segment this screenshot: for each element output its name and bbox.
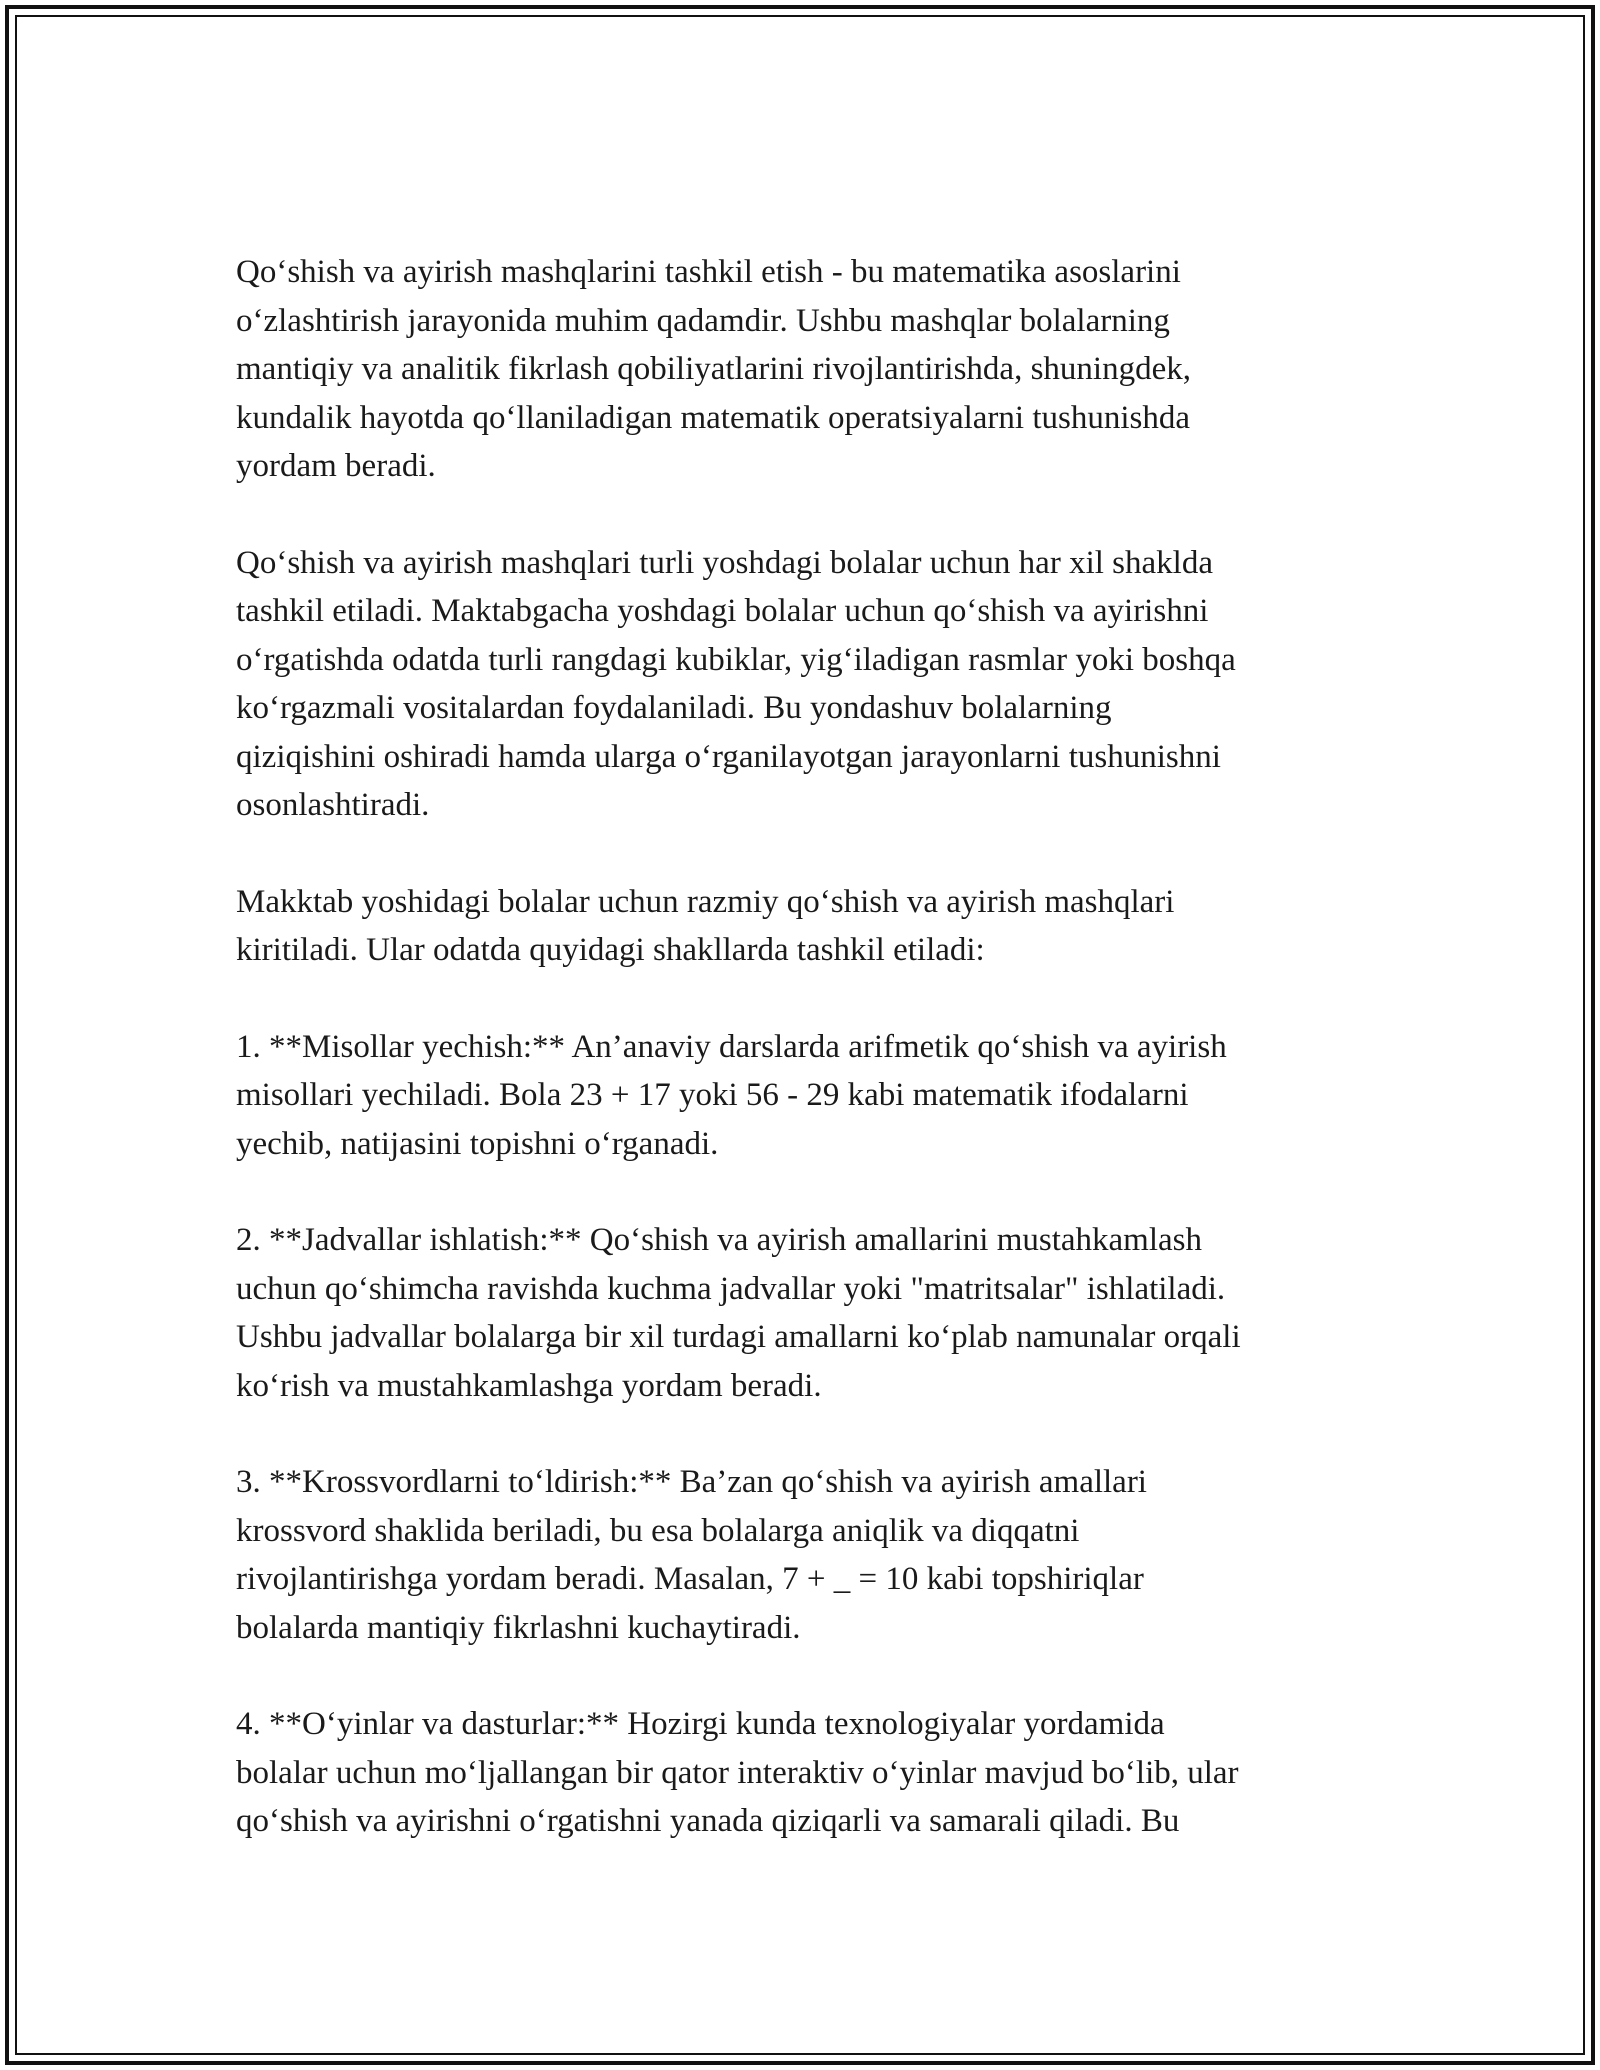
list-item-examples: 1. **Misollar yechish:** An’anaviy darslarda arifmetik qo‘shish va ayirish misollari yechiladi. Bola 23 + 17 yoki 56 - 29 kabi matematik ifodalarni yechib, natijasini topishni o‘rganadi.	[236, 1028, 1227, 1162]
list-item-tables: 2. **Jadvallar ishlatish:** Qo‘shish va ayirish amallarini mustahkamlash uchun qo‘shimcha ravishda kuchma jadvallar yoki "matritsalar" ishlatiladi. Ushbu jadvallar bolalarga bir xil turdagi amallarni ko‘plab namunalar orqali ko‘rish va mustahkamlashga yordam beradi.	[236, 1222, 1241, 1404]
list-item-games: 4. **O‘yinlar va dasturlar:** Hozirgi kunda texnologiyalar yordamida bolalar uchun mo‘ljallangan bir qator interaktiv o‘yinlar mavjud bo‘lib, ular qo‘shish va ayirishni o‘rgatishni yanada qiziqarli va samarali qiladi. Bu	[236, 1706, 1239, 1839]
paragraph-age-groups: Qo‘shish va ayirish mashqlari turli yoshdagi bolalar uchun har xil shaklda tashkil etiladi. Maktabgacha yoshdagi bolalar uchun qo‘shish va ayirishni o‘rgatishda odatda turli rangdagi kubiklar, yig‘iladigan rasmlar yoki boshqa ko‘rgazmali vositalardan foydalaniladi. Bu yondashuv bolalarning qiziqishini oshiradi hamda ularga o‘rganilayotgan jarayonlarni tushunishni osonlashtiradi.	[236, 544, 1236, 823]
list-item-crosswords: 3. **Krossvordlarni to‘ldirish:** Ba’zan qo‘shish va ayirish amallari krossvord shaklida beriladi, bu esa bolalarga aniqlik va diqqatni rivojlantirishga yordam beradi. Masalan, 7 + _ = 10 kabi topshiriqlar bolalarda mantiqiy fikrlashni kuchaytiradi.	[236, 1464, 1147, 1646]
paragraph-intro: Qo‘shish va ayirish mashqlarini tashkil etish - bu matematika asoslarini o‘zlashtirish jarayonida muhim qadamdir. Ushbu mashqlar bolalarning mantiqiy va analitik fikrlash qobiliyatlarini rivojlantirishda, shuningdek, kundalik hayotda qo‘llaniladigan matematik operatsiyalarni tushunishda yordam beradi.	[236, 254, 1191, 484]
document-body	[236, 248, 1366, 1846]
paragraph-school-age: Makktab yoshidagi bolalar uchun razmiy qo‘shish va ayirish mashqlari kiritiladi. Ular odatda quyidagi shakllarda tashkil etiladi:	[236, 883, 1175, 968]
